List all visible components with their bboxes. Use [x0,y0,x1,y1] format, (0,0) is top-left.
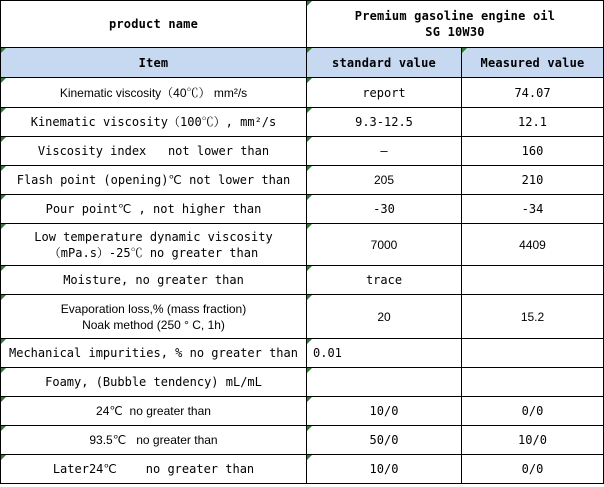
row-item: Viscosity index not lower than [1,137,307,166]
row-item: Kinematic viscosity（100℃）, mm²/s [1,108,307,137]
product-name-line1: Premium gasoline engine oil [354,9,556,23]
row-item: Mechanical impurities, % no greater than [1,339,307,368]
row-measured: 10/0 [462,426,604,455]
table-row [1,295,604,339]
row-standard: 10/0 [307,397,462,426]
row-standard: 7000 [307,224,462,266]
row-measured: 210 [462,166,604,195]
row-measured: 15.2 [462,295,604,339]
row-standard: 205 [307,166,462,195]
header-measured-value: Measured value [462,48,604,78]
row-measured [462,266,604,295]
table-row [1,224,604,266]
row-measured: 4409 [462,224,604,266]
row-item: Kinematic viscosity（40℃） mm²/s [1,78,307,108]
row-standard: -30 [307,195,462,224]
table-row [1,266,604,295]
table-row [1,426,604,455]
table-row [1,137,604,166]
row-standard: 0.01 [307,339,462,368]
row-measured: 160 [462,137,604,166]
row-measured: 12.1 [462,108,604,137]
row-item: Moisture, no greater than [1,266,307,295]
product-name-line2: SG 10W30 [425,25,485,39]
table-row [1,108,604,137]
row-item: Pour point℃ , not higher than [1,195,307,224]
header-standard-value: standard value [307,48,462,78]
row-item: 24℃ no greater than [1,397,307,426]
column-header-row [1,48,604,78]
row-item: Later24℃ no greater than [1,455,307,484]
table-row [1,195,604,224]
row-item-line2: Noak method (250 ° C, 1h) [82,317,225,332]
product-name-label: product name [1,1,307,48]
row-item-line1: Low temperature dynamic viscosity [34,229,273,244]
row-item [1,295,307,339]
table-row [1,368,604,397]
row-measured: 0/0 [462,455,604,484]
row-item-line1: Evaporation loss,% (mass fraction) [60,301,247,316]
row-measured [462,368,604,397]
row-standard: 20 [307,295,462,339]
row-item [1,224,307,266]
row-standard: — [307,137,462,166]
row-standard: 50/0 [307,426,462,455]
row-measured [462,339,604,368]
row-standard [307,368,462,397]
table-row [1,78,604,108]
product-name-value [307,1,604,48]
row-item: 93.5℃ no greater than [1,426,307,455]
table-row [1,455,604,484]
header-item: Item [1,48,307,78]
row-item: Foamy, (Bubble tendency) mL/mL [1,368,307,397]
row-standard: 10/0 [307,455,462,484]
row-standard: report [307,78,462,108]
row-item-line2: （mPa.s）-25℃ no greater than [48,245,259,260]
row-item: Flash point (opening)℃ not lower than [1,166,307,195]
row-measured: 74.07 [462,78,604,108]
row-standard: trace [307,266,462,295]
row-standard: 9.3-12.5 [307,108,462,137]
row-measured: -34 [462,195,604,224]
row-measured: 0/0 [462,397,604,426]
table-row [1,166,604,195]
title-row [1,1,604,48]
table-row [1,397,604,426]
table-row [1,339,604,368]
